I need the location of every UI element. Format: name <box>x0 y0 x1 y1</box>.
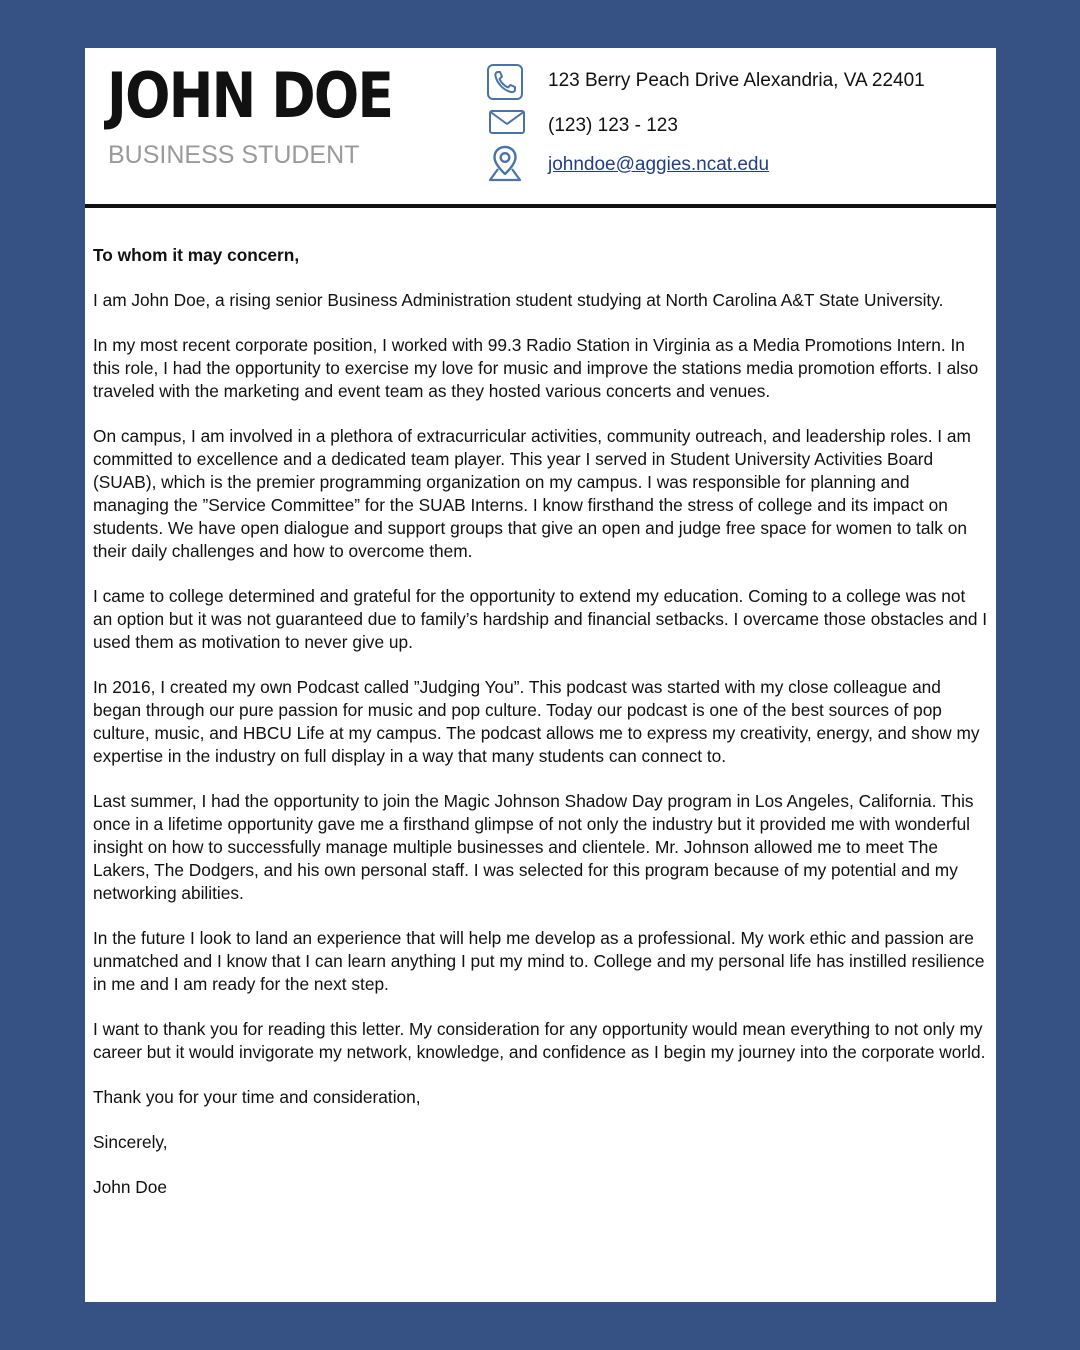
paragraph-campus: On campus, I am involved in a plethora of extracurricular activities, community outreach, and leadership roles. I am committed to excellence and a dedicated team player. This year I served in Student University Activities Board (SUAB), which is the premier programming organization on my campus. I was responsible for planning and managing the ”Service Committee” for the SUAB Interns. I know firsthand the stress of college and its impact on students. We have open dialogue and support groups that give an open and judge free space for women to talk on their daily challenges and how to overcome them. <box>93 426 971 561</box>
paragraph-motivation: I came to college determined and grateful for the opportunity to extend my education. Coming to a college was not an option but it was not guaranteed due to family’s hardship and financial setbacks. I overcame those obstacles and I used them as motivation to never give up. <box>93 586 988 652</box>
contact-email-link[interactable]: johndoe@aggies.ncat.edu <box>548 154 770 175</box>
applicant-title: BUSINESS STUDENT <box>108 141 360 169</box>
contact-address: 123 Berry Peach Drive Alexandria, VA 22401 <box>548 70 925 91</box>
paragraph-intro: I am John Doe, a rising senior Business Administration student studying at North Carolina A&T State University. <box>93 290 944 310</box>
applicant-name: JOHN DOE <box>107 59 393 132</box>
letter-header <box>85 48 996 208</box>
paragraph-shadow-day: Last summer, I had the opportunity to join the Magic Johnson Shadow Day program in Los Angeles, California. This once in a lifetime opportunity gave me a firsthand glimpse of not only the industry but it provided me with wonderful insight on how to successfully manage multiple businesses and clientele. Mr. Johnson allowed me to meet The Lakers, The Dodgers, and his own personal staff. I was selected for this program because of my potential and my networking abilities. <box>93 791 974 903</box>
paragraph-thanks: I want to thank you for reading this letter. My consideration for any opportunity would mean everything to not only my career but it would invigorate my network, knowledge, and confidence as I begin my journey into the corporate world. <box>93 1019 986 1062</box>
closing: Sincerely, <box>93 1132 168 1152</box>
letter-page <box>85 48 996 1302</box>
paragraph-podcast: In 2016, I created my own Podcast called ”Judging You”. This podcast was started with my close colleague and began through our pure passion for music and pop culture. Today our podcast is one of the best sources of pop culture, music, and HBCU Life at my campus. The podcast allows me to express my creativity, energy, and show my expertise in the industry on full display in a way that many students can connect to. <box>93 677 980 766</box>
signature: John Doe <box>93 1177 167 1197</box>
mail-icon <box>487 104 527 140</box>
location-pin-icon <box>485 143 525 183</box>
salutation: To whom it may concern, <box>93 245 300 265</box>
phone-icon <box>485 62 525 102</box>
letter-body <box>93 244 989 1199</box>
paragraph-closing-line: Thank you for your time and consideration, <box>93 1087 421 1107</box>
contact-phone: (123) 123 - 123 <box>548 115 678 136</box>
paragraph-internship: In my most recent corporate position, I worked with 99.3 Radio Station in Virginia as a Media Promotions Intern. In this role, I had the opportunity to exercise my love for music and improve the stations media promotion efforts. I also traveled with the marketing and event team as they hosted various concerts and venues. <box>93 335 979 401</box>
paragraph-future: In the future I look to land an experience that will help me develop as a professional. My work ethic and passion are unmatched and I know that I can learn anything I put my mind to. College and my personal life has instilled resilience in me and I am ready for the next step. <box>93 928 985 994</box>
